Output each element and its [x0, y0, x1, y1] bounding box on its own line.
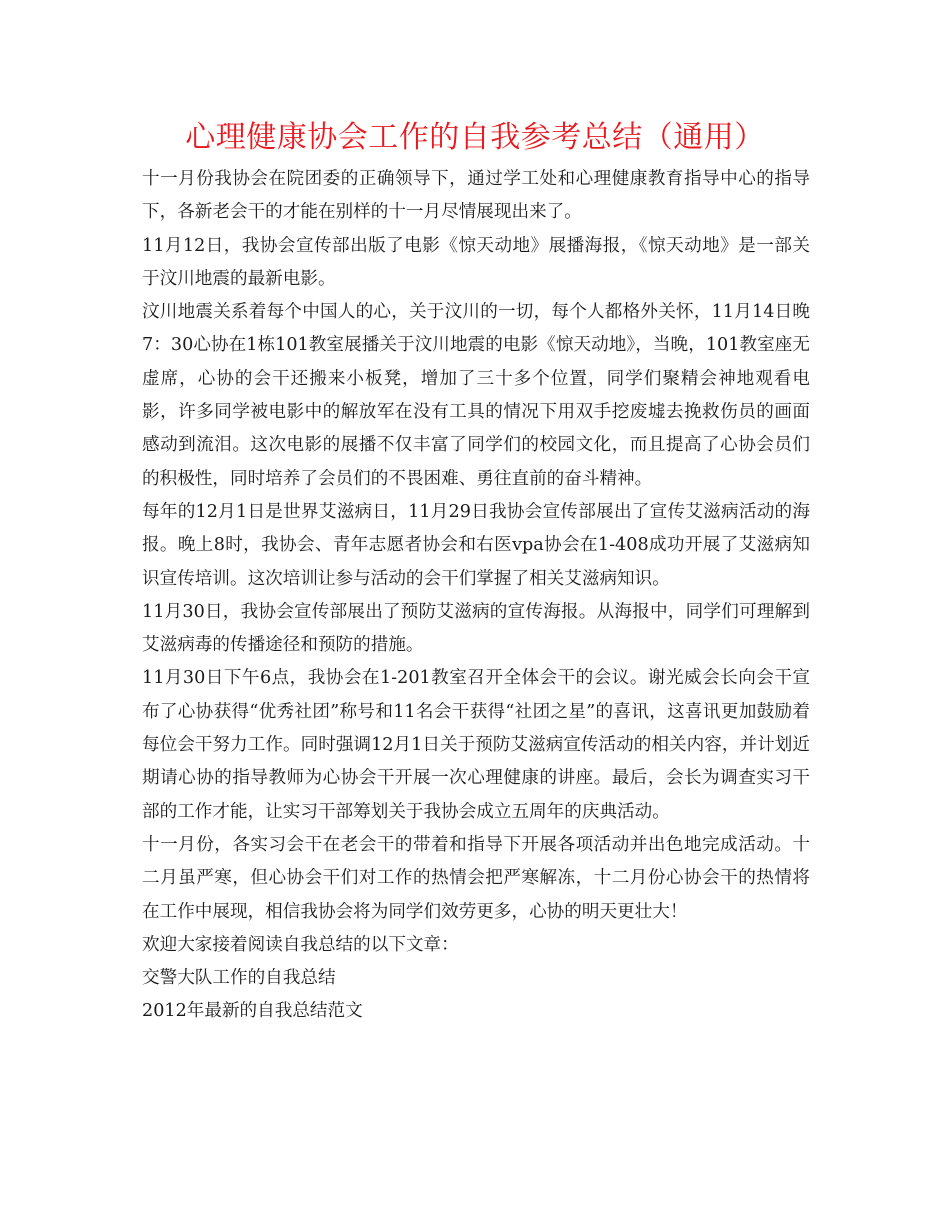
- paragraph-prevention-poster: 11月30日，我协会宣传部展出了预防艾滋病的宣传海报。从海报中，同学们可理解到艾滋病毒的传播途径和预防的措施。: [142, 601, 810, 656]
- paragraph-conclusion: 十一月份，各实习会干在老会干的带着和指导下开展各项活动并出色地完成活动。十二月虽严寒，但心协会干们对工作的热情会把严寒解冻，十二月份心协会干的热情将在工作中展现，相信我协会将为同学们效劳更多，心协的明天更壮大！: [142, 834, 810, 922]
- paragraph-intro: 十一月份我协会在院团委的正确领导下，通过学工处和心理健康教育指导中心的指导下，各新老会干的才能在别样的十一月尽情展现出来了。: [142, 169, 810, 223]
- paragraph-read-more: 欢迎大家接着阅读自我总结的以下文章：: [142, 934, 459, 955]
- document-body: [142, 163, 810, 1029]
- paragraph-poster: 11月12日，我协会宣传部出版了电影《惊天动地》展播海报，《惊天动地》是一部关于汶川地震的最新电影。: [142, 235, 810, 289]
- related-article-link[interactable]: 2012年最新的自我总结范文: [142, 1001, 363, 1022]
- paragraph-movie-screening: 汶川地震关系着每个中国人的心，关于汶川的一切，每个人都格外关怀，11月14日晚7：30心协在1栋101教室展播关于汶川地震的电影《惊天动地》，当晚，101教室座无虚席，心协的会干还搬来小板凳，增加了三十多个位置，同学们聚精会神地观看电影，许多同学被电影中的解放军在没有工具的情况下用双手挖废墟去挽救伤员的画面感动到流泪。这次电影的展播不仅丰富了同学们的校园文化，而且提高了心协会员们的积极性，同时培养了会员们的不畏困难、勇往直前的奋斗精神。: [142, 302, 810, 489]
- document-title: 心理健康协会工作的自我参考总结（通用）: [185, 120, 765, 155]
- related-article-link[interactable]: 交警大队工作的自我总结: [142, 968, 336, 989]
- paragraph-meeting: 11月30日下午6点，我协会在1-201教室召开全体会干的会议。谢光威会长向会干宣布了心协获得“优秀社团”称号和11名会干获得“社团之星”的喜讯，这喜讯更加鼓励着每位会干努力工作。同时强调12月1日关于预防艾滋病宣传活动的相关内容，并计划近期请心协的指导教师为心协会干开展一次心理健康的讲座。最后，会长为调查实习干部的工作才能，让实习干部筹划关于我协会成立五周年的庆典活动。: [142, 668, 810, 822]
- paragraph-aids-day: 每年的12月1日是世界艾滋病日，11月29日我协会宣传部展出了宣传艾滋病活动的海报。晚上8时，我协会、青年志愿者协会和右医vpa协会在1-408成功开展了艾滋病知识宣传培训。这次培训让参与活动的会干们掌握了相关艾滋病知识。: [142, 501, 810, 589]
